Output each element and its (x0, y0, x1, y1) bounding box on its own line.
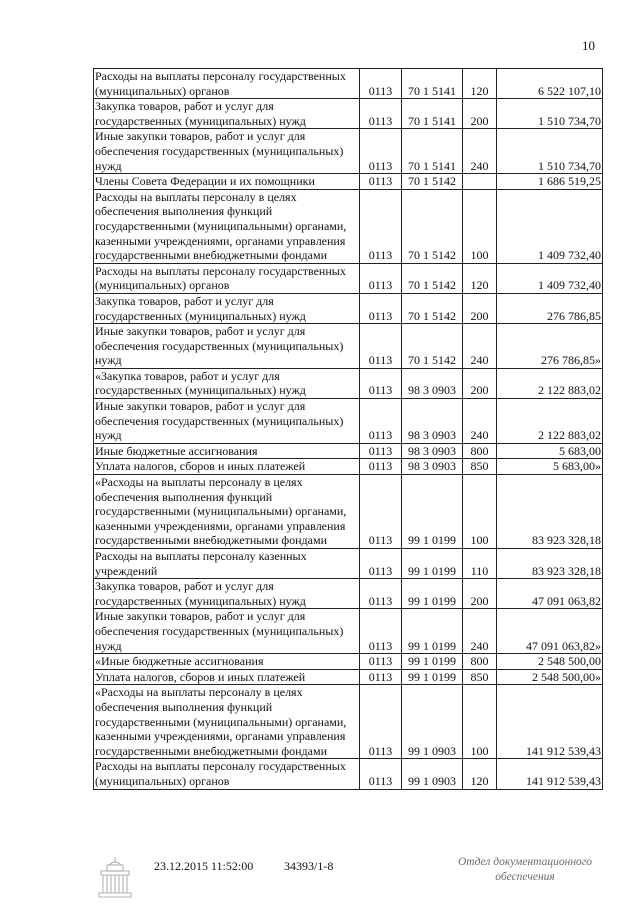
row-type: 200 (463, 579, 497, 609)
row-type: 850 (463, 459, 497, 475)
row-amount: 1 409 732,40 (497, 189, 603, 263)
row-amount: 2 548 500,00» (497, 669, 603, 685)
table-row (94, 579, 603, 609)
row-article: 70 1 5142 (402, 189, 463, 263)
table-row (94, 549, 603, 579)
row-section: 0113 (360, 189, 402, 263)
row-amount: 83 923 328,18 (497, 549, 603, 579)
row-section: 0113 (360, 174, 402, 190)
row-section: 0113 (360, 654, 402, 670)
row-amount: 2 122 883,02 (497, 368, 603, 398)
row-article: 99 1 0199 (402, 475, 463, 549)
row-type: 100 (463, 475, 497, 549)
table-row (94, 399, 603, 444)
row-article: 70 1 5141 (402, 99, 463, 129)
row-article: 99 1 0199 (402, 609, 463, 654)
row-section: 0113 (360, 669, 402, 685)
row-amount: 1 686 519,25 (497, 174, 603, 190)
row-article: 70 1 5142 (402, 174, 463, 190)
row-amount: 47 091 063,82 (497, 579, 603, 609)
row-article: 99 1 0199 (402, 669, 463, 685)
row-name: Расходы на выплаты персоналу государственных (муниципальных) органов (94, 263, 360, 293)
row-amount: 83 923 328,18 (497, 475, 603, 549)
row-name: Иные закупки товаров, работ и услуг для обеспечения государственных (муниципальных) нужд (94, 399, 360, 444)
row-article: 70 1 5142 (402, 263, 463, 293)
row-article: 70 1 5141 (402, 69, 463, 99)
row-article: 98 3 0903 (402, 459, 463, 475)
footer-department-stamp: Отдел документационного обеспечения (457, 856, 593, 883)
budget-table (93, 68, 603, 790)
row-section: 0113 (360, 368, 402, 398)
row-section: 0113 (360, 129, 402, 174)
row-amount: 276 786,85 (497, 293, 603, 323)
row-type: 240 (463, 129, 497, 174)
row-name: Иные закупки товаров, работ и услуг для обеспечения государственных (муниципальных) нужд (94, 129, 360, 174)
row-type: 120 (463, 263, 497, 293)
parliament-emblem-icon (97, 855, 133, 899)
row-amount: 1 409 732,40 (497, 263, 603, 293)
row-name: «Расходы на выплаты персоналу в целях обеспечения выполнения функций государственными (муниципальными) органами, казенными учреждениями, органами управления государственными внебюджетными фондами (94, 685, 360, 759)
table-row (94, 443, 603, 459)
row-article: 70 1 5141 (402, 129, 463, 174)
row-amount: 1 510 734,70 (497, 129, 603, 174)
row-amount: 276 786,85» (497, 324, 603, 369)
row-type: 800 (463, 654, 497, 670)
row-amount: 1 510 734,70 (497, 99, 603, 129)
row-amount: 6 522 107,10 (497, 69, 603, 99)
row-name: Иные закупки товаров, работ и услуг для обеспечения государственных (муниципальных) нужд (94, 324, 360, 369)
row-amount: 5 683,00 (497, 443, 603, 459)
table-row (94, 129, 603, 174)
row-type: 200 (463, 293, 497, 323)
row-section: 0113 (360, 579, 402, 609)
table-row (94, 669, 603, 685)
row-amount: 141 912 539,43 (497, 759, 603, 789)
row-name: Уплата налогов, сборов и иных платежей (94, 669, 360, 685)
row-section: 0113 (360, 99, 402, 129)
row-type: 200 (463, 99, 497, 129)
row-section: 0113 (360, 759, 402, 789)
row-section: 0113 (360, 459, 402, 475)
row-amount: 141 912 539,43 (497, 685, 603, 759)
footer-datetime: 23.12.2015 11:52:00 (154, 859, 254, 873)
table-row (94, 99, 603, 129)
table-row (94, 609, 603, 654)
row-section: 0113 (360, 609, 402, 654)
row-name: Расходы на выплаты персоналу государственных (муниципальных) органов (94, 69, 360, 99)
table-row (94, 189, 603, 263)
row-section: 0113 (360, 549, 402, 579)
table-row (94, 69, 603, 99)
row-type: 120 (463, 69, 497, 99)
row-section: 0113 (360, 443, 402, 459)
table-row (94, 475, 603, 549)
row-type: 110 (463, 549, 497, 579)
row-name: Расходы на выплаты персоналу казенных учреждений (94, 549, 360, 579)
page-number: 10 (582, 38, 595, 53)
budget-table-body (94, 69, 603, 790)
row-type: 240 (463, 609, 497, 654)
row-name: Члены Совета Федерации и их помощники (94, 174, 360, 190)
row-name: Закупка товаров, работ и услуг для государственных (муниципальных) нужд (94, 99, 360, 129)
row-amount: 5 683,00» (497, 459, 603, 475)
row-type: 240 (463, 399, 497, 444)
row-type: 120 (463, 759, 497, 789)
row-name: Расходы на выплаты персоналу государственных (муниципальных) органов (94, 759, 360, 789)
row-name: «Закупка товаров, работ и услуг для государственных (муниципальных) нужд (94, 368, 360, 398)
page-footer (0, 853, 640, 903)
row-article: 98 3 0903 (402, 368, 463, 398)
row-section: 0113 (360, 475, 402, 549)
row-section: 0113 (360, 263, 402, 293)
table-row (94, 293, 603, 323)
row-article: 99 1 0903 (402, 685, 463, 759)
row-type: 100 (463, 685, 497, 759)
row-amount: 47 091 063,82» (497, 609, 603, 654)
row-article: 70 1 5142 (402, 293, 463, 323)
row-name: Расходы на выплаты персоналу в целях обеспечения выполнения функций государственными (муниципальными) органами, казенными учреждениями, органами управления государственными внебюджетными фондами (94, 189, 360, 263)
row-section: 0113 (360, 399, 402, 444)
row-type: 800 (463, 443, 497, 459)
footer-document-code: 34393/1-8 (284, 859, 334, 873)
row-name: «Иные бюджетные ассигнования (94, 654, 360, 670)
row-article: 99 1 0199 (402, 579, 463, 609)
table-row (94, 685, 603, 759)
table-row (94, 174, 603, 190)
row-name: «Расходы на выплаты персоналу в целях обеспечения выполнения функций государственными (муниципальными) органами, казенными учреждениями, органами управления государственными внебюджетными фондами (94, 475, 360, 549)
row-section: 0113 (360, 69, 402, 99)
table-row (94, 654, 603, 670)
table-row (94, 459, 603, 475)
table-row (94, 368, 603, 398)
row-type (463, 174, 497, 190)
row-name: Иные бюджетные ассигнования (94, 443, 360, 459)
row-article: 99 1 0903 (402, 759, 463, 789)
row-type: 100 (463, 189, 497, 263)
table-row (94, 759, 603, 789)
table-row (94, 324, 603, 369)
row-amount: 2 548 500,00 (497, 654, 603, 670)
row-type: 200 (463, 368, 497, 398)
row-article: 98 3 0903 (402, 399, 463, 444)
row-type: 240 (463, 324, 497, 369)
row-amount: 2 122 883,02 (497, 399, 603, 444)
row-name: Закупка товаров, работ и услуг для государственных (муниципальных) нужд (94, 579, 360, 609)
row-section: 0113 (360, 685, 402, 759)
row-type: 850 (463, 669, 497, 685)
row-article: 99 1 0199 (402, 549, 463, 579)
row-name: Уплата налогов, сборов и иных платежей (94, 459, 360, 475)
row-section: 0113 (360, 293, 402, 323)
row-article: 99 1 0199 (402, 654, 463, 670)
row-section: 0113 (360, 324, 402, 369)
row-name: Закупка товаров, работ и услуг для государственных (муниципальных) нужд (94, 293, 360, 323)
table-row (94, 263, 603, 293)
row-name: Иные закупки товаров, работ и услуг для обеспечения государственных (муниципальных) нужд (94, 609, 360, 654)
row-article: 70 1 5142 (402, 324, 463, 369)
row-article: 98 3 0903 (402, 443, 463, 459)
